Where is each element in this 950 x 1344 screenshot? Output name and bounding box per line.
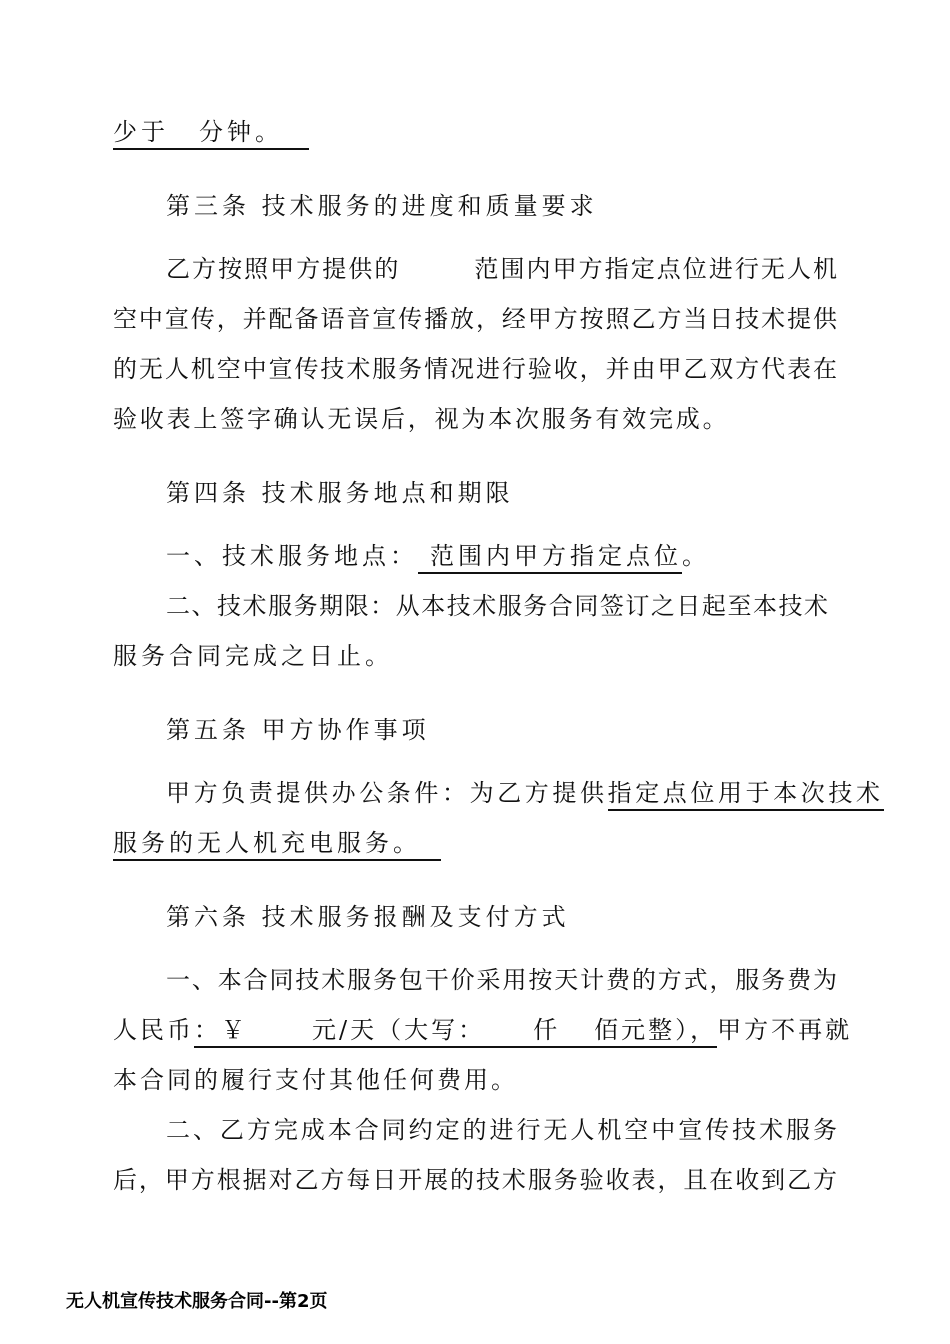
article-3-line-3: 的无人机空中宣传技术服务情况进行验收，并由甲乙双方代表在 [113,355,837,383]
article-3-line-1: 乙方按照甲方提供的 范围内甲方指定点位进行无人机 [166,255,837,283]
article-5-line-2 [113,827,441,859]
article-6-line-5: 后，甲方根据对乙方每日开展的技术服务验收表，且在收到乙方 [113,1166,837,1194]
article-6-line-1: 一、本合同技术服务包干价采用按天计费的方式，服务费为 [166,966,837,994]
article-6-heading: 第六条 技术服务报酬及支付方式 [166,903,570,931]
underlined-blank: 少于 分钟。 [113,118,309,150]
article-6-line-4: 二、乙方完成本合同约定的进行无人机空中宣传技术服务 [166,1116,837,1144]
cooperation-field-continued: 服务的无人机充电服务。 [113,829,441,861]
article-3-line-4: 验收表上签字确认无误后，视为本次服务有效完成。 [113,405,730,433]
fee-field: ：￥ 元/天（大写： 仟 佰元整）， [194,1016,717,1048]
cooperation-field: 指定点位用于本次技术 [608,779,884,811]
article-4-heading: 第四条 技术服务地点和期限 [166,479,514,507]
fragment-line [113,116,309,148]
article-3-line-2: 空中宣传，并配备语音宣传播放，经甲方按照乙方当日技术提供 [113,305,837,333]
service-location-field: 范围内甲方指定点位 [418,542,682,574]
article-4-line-2: 二、技术服务期限：从本技术服务合同签订之日起至本技术 [166,592,828,620]
article-6-line-2: 人民币：￥ 元/天（大写： 仟 佰元整），甲方不再就 [113,1014,852,1046]
article-5-line-1: 甲方负责提供办公条件：为乙方提供指定点位用于本次技术 [166,777,884,809]
article-5-heading: 第五条 甲方协作事项 [166,716,430,744]
article-3-heading: 第三条 技术服务的进度和质量要求 [166,192,598,220]
article-6-line-3: 本合同的履行支付其他任何费用。 [113,1066,518,1094]
page-footer: 无人机宣传技术服务合同--第2页 [66,1291,328,1312]
article-4-line-1: 一、技术服务地点： 范围内甲方指定点位。 [166,540,710,572]
article-4-line-3: 服务合同完成之日止。 [113,642,393,670]
